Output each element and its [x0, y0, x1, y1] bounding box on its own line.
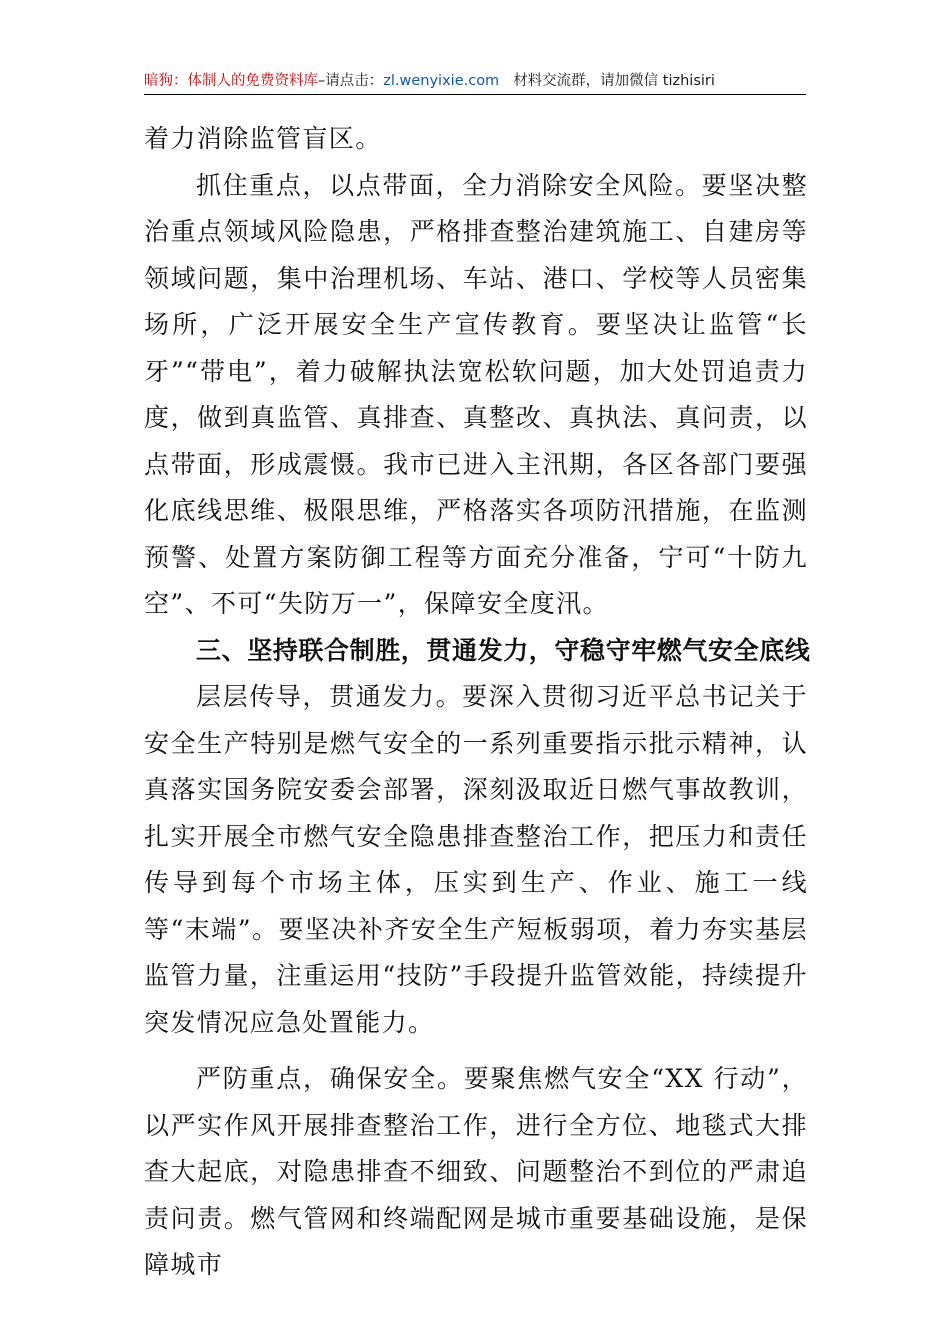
header-website-link[interactable]: zl.wenyixie.com: [383, 73, 500, 89]
paragraph-continuation: 着力消除监管盲区。: [144, 124, 382, 153]
header-brand: 暗狗：体制人的免费资料库: [144, 73, 318, 89]
page-header: [144, 68, 806, 95]
header-wechat-note: 材料交流群，请加微信 tizhisiri: [513, 73, 715, 89]
header-link-prefix: –请点击：: [318, 73, 384, 89]
paragraph-key-risks: 抓住重点，以点带面，全力消除安全风险。要坚决整治重点领域风险隐患，严格排查整治建筑施工、自建房等领域问题，集中治理机场、车站、港口、学校等人员密集场所，广泛开展安全生产宣传教育。要坚决让监管“长牙”“带电”，着力破解执法宽松软问题，加大处罚追责力度，做到真监管、真排查、真整改、真执法、真问责，以点带面，形成震慑。我市已进入主汛期，各区各部门要强化底线思维、极限思维，严格落实各项防汛措施，在监测预警、处置方案防御工程等方面充分准备，宁可“十防九空”、不可“失防万一”，保障安全度汛。: [144, 170, 808, 618]
section-heading-3: 三、坚持联合制胜，贯通发力，守稳守牢燃气安全底线: [196, 635, 811, 665]
document-body: [144, 116, 811, 1289]
paragraph-transmission: 层层传导，贯通发力。要深入贯彻习近平总书记关于安全生产特别是燃气安全的一系列重要指示批示精神，认真落实国务院安委会部署，深刻汲取近日燃气事故教训，扎实开展全市燃气安全隐患排查整治工作，把压力和责任传导到每个市场主体，压实到生产、作业、施工一线等“末端”。要坚决补齐安全生产短板弱项，着力夯实基层监管力量，注重运用“技防”手段提升监管效能，持续提升突发情况应急处置能力。: [144, 682, 808, 1037]
paragraph-prevention: 严防重点，确保安全。要聚焦燃气安全“XX 行动”，以严实作风开展排查整治工作，进行全方位、地毯式大排查大起底，对隐患排查不细致、问题整治不到位的严肃追责问责。燃气管网和终端配网是城市重要基础设施，是保障城市: [144, 1064, 808, 1279]
